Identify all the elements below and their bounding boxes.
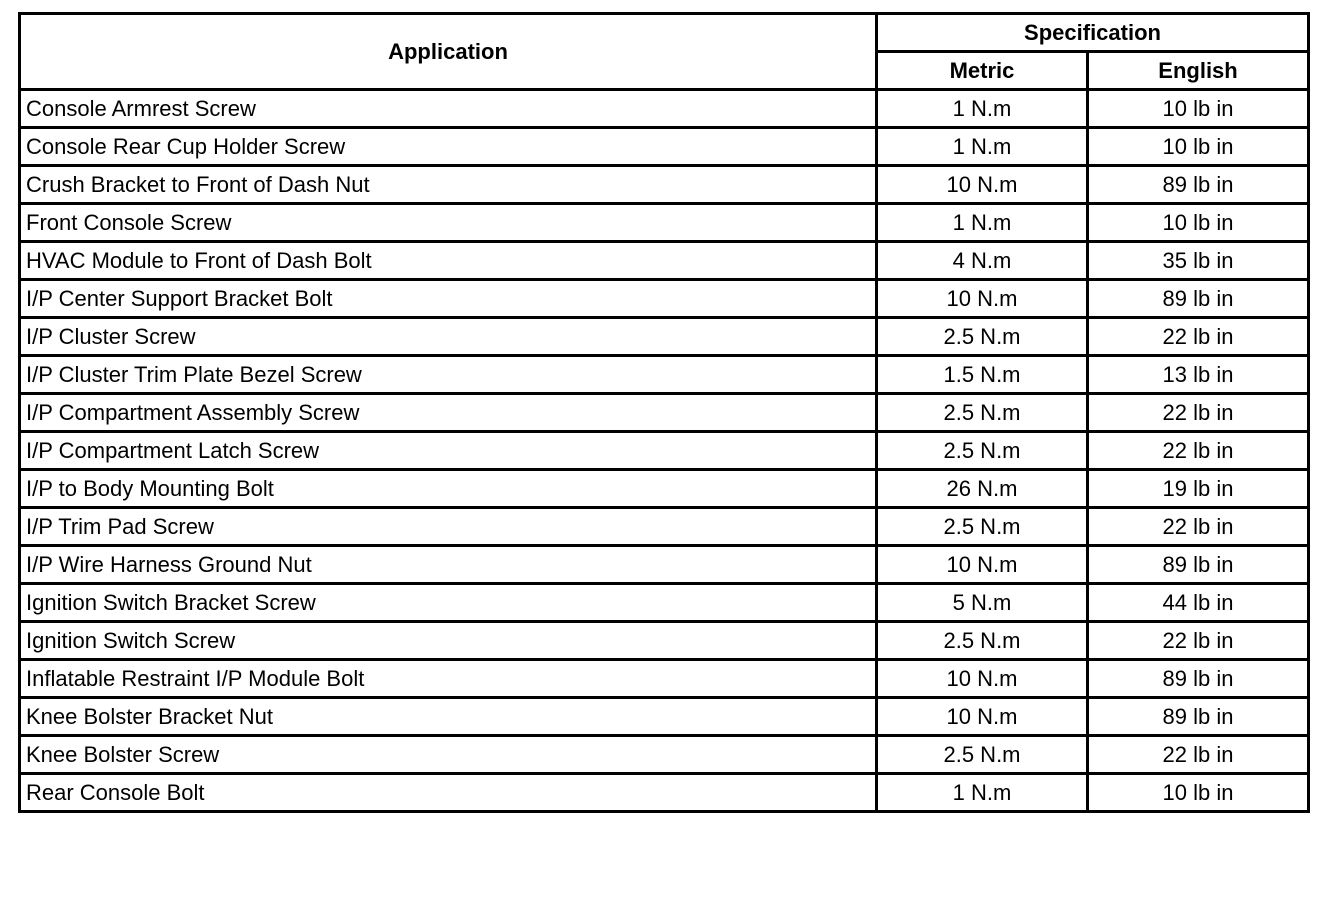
application-cell: I/P Compartment Assembly Screw: [20, 394, 877, 432]
header-english: English: [1088, 52, 1309, 90]
application-cell: I/P to Body Mounting Bolt: [20, 470, 877, 508]
header-specification: Specification: [877, 14, 1309, 52]
table-row: [20, 622, 1309, 660]
table-row: [20, 204, 1309, 242]
metric-cell: 2.5 N.m: [877, 432, 1088, 470]
application-cell: Crush Bracket to Front of Dash Nut: [20, 166, 877, 204]
metric-cell: 1 N.m: [877, 204, 1088, 242]
table-row: [20, 584, 1309, 622]
fastener-torque-table: [18, 12, 1310, 813]
header-application: Application: [20, 14, 877, 90]
application-cell: I/P Center Support Bracket Bolt: [20, 280, 877, 318]
table-row: [20, 242, 1309, 280]
english-cell: 89 lb in: [1088, 698, 1309, 736]
english-cell: 89 lb in: [1088, 660, 1309, 698]
english-cell: 10 lb in: [1088, 90, 1309, 128]
english-cell: 89 lb in: [1088, 546, 1309, 584]
metric-cell: 2.5 N.m: [877, 508, 1088, 546]
english-cell: 10 lb in: [1088, 204, 1309, 242]
table-row: [20, 166, 1309, 204]
metric-cell: 10 N.m: [877, 698, 1088, 736]
application-cell: Console Rear Cup Holder Screw: [20, 128, 877, 166]
application-cell: I/P Compartment Latch Screw: [20, 432, 877, 470]
metric-cell: 2.5 N.m: [877, 394, 1088, 432]
metric-cell: 10 N.m: [877, 660, 1088, 698]
application-cell: I/P Wire Harness Ground Nut: [20, 546, 877, 584]
metric-cell: 26 N.m: [877, 470, 1088, 508]
english-cell: 44 lb in: [1088, 584, 1309, 622]
metric-cell: 4 N.m: [877, 242, 1088, 280]
metric-cell: 1 N.m: [877, 90, 1088, 128]
english-cell: 35 lb in: [1088, 242, 1309, 280]
english-cell: 22 lb in: [1088, 622, 1309, 660]
metric-cell: 10 N.m: [877, 546, 1088, 584]
table-row: [20, 736, 1309, 774]
english-cell: 22 lb in: [1088, 394, 1309, 432]
table-header: [20, 14, 1309, 90]
english-cell: 22 lb in: [1088, 736, 1309, 774]
table-row: [20, 432, 1309, 470]
table-row: [20, 508, 1309, 546]
application-cell: Front Console Screw: [20, 204, 877, 242]
metric-cell: 10 N.m: [877, 166, 1088, 204]
metric-cell: 1.5 N.m: [877, 356, 1088, 394]
application-cell: Ignition Switch Bracket Screw: [20, 584, 877, 622]
metric-cell: 1 N.m: [877, 774, 1088, 812]
application-cell: Knee Bolster Bracket Nut: [20, 698, 877, 736]
application-cell: Console Armrest Screw: [20, 90, 877, 128]
application-cell: Ignition Switch Screw: [20, 622, 877, 660]
english-cell: 22 lb in: [1088, 508, 1309, 546]
metric-cell: 2.5 N.m: [877, 622, 1088, 660]
application-cell: Rear Console Bolt: [20, 774, 877, 812]
english-cell: 19 lb in: [1088, 470, 1309, 508]
metric-cell: 5 N.m: [877, 584, 1088, 622]
english-cell: 89 lb in: [1088, 280, 1309, 318]
english-cell: 22 lb in: [1088, 318, 1309, 356]
table-row: [20, 90, 1309, 128]
table-row: [20, 356, 1309, 394]
metric-cell: 10 N.m: [877, 280, 1088, 318]
table-body: [20, 90, 1309, 812]
table-row: [20, 546, 1309, 584]
table-row: [20, 318, 1309, 356]
english-cell: 10 lb in: [1088, 774, 1309, 812]
application-cell: HVAC Module to Front of Dash Bolt: [20, 242, 877, 280]
metric-cell: 2.5 N.m: [877, 318, 1088, 356]
header-metric: Metric: [877, 52, 1088, 90]
english-cell: 89 lb in: [1088, 166, 1309, 204]
application-cell: I/P Cluster Screw: [20, 318, 877, 356]
table-row: [20, 698, 1309, 736]
table-row: [20, 774, 1309, 812]
application-cell: I/P Cluster Trim Plate Bezel Screw: [20, 356, 877, 394]
english-cell: 13 lb in: [1088, 356, 1309, 394]
table-row: [20, 280, 1309, 318]
metric-cell: 1 N.m: [877, 128, 1088, 166]
table-row: [20, 660, 1309, 698]
application-cell: Knee Bolster Screw: [20, 736, 877, 774]
metric-cell: 2.5 N.m: [877, 736, 1088, 774]
application-cell: Inflatable Restraint I/P Module Bolt: [20, 660, 877, 698]
english-cell: 22 lb in: [1088, 432, 1309, 470]
table-row: [20, 394, 1309, 432]
english-cell: 10 lb in: [1088, 128, 1309, 166]
header-row-top: [20, 14, 1309, 52]
table-row: [20, 128, 1309, 166]
application-cell: I/P Trim Pad Screw: [20, 508, 877, 546]
table-row: [20, 470, 1309, 508]
